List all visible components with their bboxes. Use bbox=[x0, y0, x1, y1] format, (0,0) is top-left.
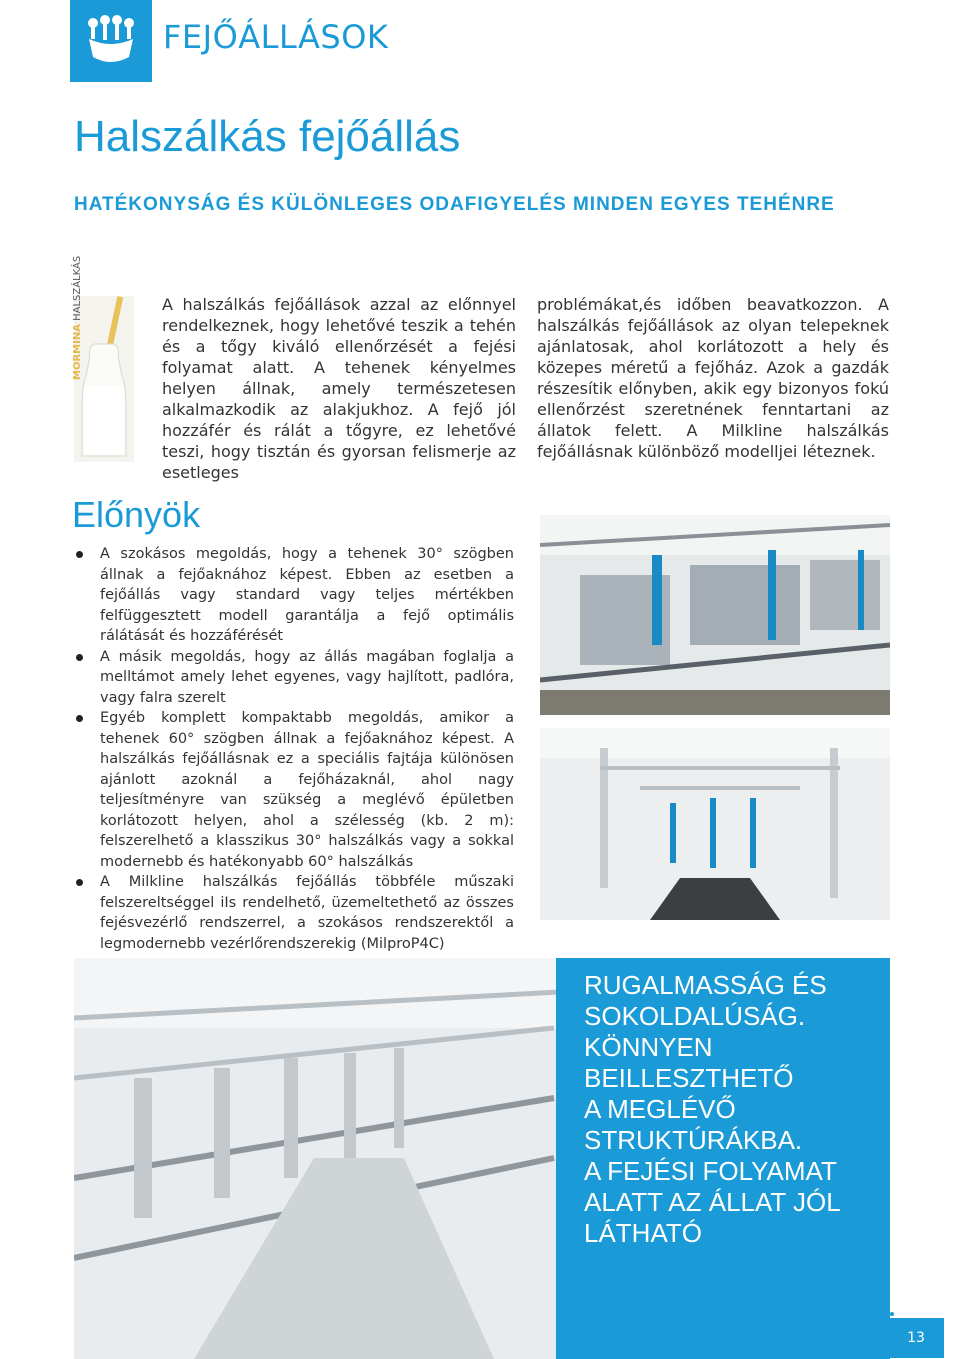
callout-line: A FEJÉSI FOLYAMAT bbox=[584, 1156, 837, 1186]
page-number: 13 bbox=[888, 1318, 944, 1358]
thumbnail-label bbox=[72, 256, 83, 380]
callout-line: A MEGLÉVŐ bbox=[584, 1094, 736, 1124]
list-item: A szokásos megoldás, hogy a tehenek 30° szögben állnak a fejőaknához képest. Ebben az esetben a fejőállás vagy standard vagy teljes mértékben felfüggesztett modell garantálja a fejő optimális rálátását és hozzáférését bbox=[74, 544, 514, 647]
callout-line: STRUKTÚRÁKBA. bbox=[584, 1125, 803, 1155]
page-subtitle: HATÉKONYSÁG ÉS KÜLÖNLEGES ODAFIGYELÉS MINDEN EGYES TEHÉNRE bbox=[74, 194, 835, 215]
thumbnail-label-a: MORMINA bbox=[72, 324, 83, 380]
advantages-list bbox=[74, 544, 514, 954]
hand-cups-icon bbox=[83, 13, 139, 69]
callout-line: RUGALMASSÁG ÉS bbox=[584, 970, 827, 1000]
callout-line: SOKOLDALÚSÁG. bbox=[584, 1001, 806, 1031]
intro-column-2: problémákat,és időben beavatkozzon. A halszálkás fejőállások az olyan telepeknek ajánlatosak, ahol korlátozott a hely és közepes méretű a fejőház. Azok a gazdák részesítik előnyben, akik egy bizonyos fokú ellenőrzést szeretnének fenntartani az állatok felett. A Milkline halszálkás fejőállásnak különböző modelljei léteznek. bbox=[537, 295, 889, 461]
thumbnail-label-b: HALSZÁLKÁS bbox=[72, 255, 83, 321]
callout-box bbox=[556, 958, 890, 1359]
intro-column-1: A halszálkás fejőállások azzal az előnnyel rendelkeznek, hogy lehetővé teszik a tehén és a tőgy kiváló ellenőrzését a fejési folyamat alatt. A tehenek kényelmes helyen állnak, amely természetesen alkalmazkodik az alakjukhoz. A fejő jól hozzáfér és rálát a tőgyre, ez lehetővé teszi, hogy tisztán és gyorsan felismerje az esetleges bbox=[162, 295, 516, 482]
callout-line: KÖNNYEN bbox=[584, 1032, 713, 1062]
callout-line: BEILLESZTHETŐ bbox=[584, 1063, 794, 1093]
section-header: FEJŐÁLLÁSOK bbox=[163, 18, 389, 56]
parlor-photo-3 bbox=[74, 958, 634, 1359]
callout-line: LÁTHATÓ bbox=[584, 1218, 702, 1248]
callout-text bbox=[584, 970, 884, 1249]
advantages-heading: Előnyök bbox=[72, 494, 201, 535]
brand-logo bbox=[70, 0, 152, 82]
list-item: A másik megoldás, hogy az állás magában foglalja a melltámot amely lehet egyenes, vagy hajlított, padlóra, vagy falra szerelt bbox=[74, 647, 514, 709]
list-item: A Milkline halszálkás fejőállás többféle műszaki felszereltséggel iIs rendelhető, üzemeltethető az összes fejésvezérlő rendszerrel, a szokásos rendszerektől a legmodernebb vezérlőrendszerekig (MilproP4C) bbox=[74, 872, 514, 954]
parlor-photo-1 bbox=[540, 515, 890, 715]
parlor-photo-2 bbox=[540, 728, 890, 920]
milk-bottle-image bbox=[74, 296, 134, 462]
page-title: Halszálkás fejőállás bbox=[74, 112, 461, 161]
callout-line: ALATT AZ ÁLLAT JÓL bbox=[584, 1187, 841, 1217]
list-item: Egyéb komplett kompaktabb megoldás, amikor a tehenek 60° szögben állnak a fejőaknához képest. A halszálkás fejőállásnak ez a speciális fajtája különösen ajánlott azoknál a fejőházaknál, ahol nagy teljesítményre van szükség a meglévő épületben korlátozott helyen, ahol a szélesség (kb. 2 m): felszerelhető a klasszikus 30° halszálkás vagy a sokkal modernebb és hatékonyabb 60° halszálkás bbox=[74, 708, 514, 872]
